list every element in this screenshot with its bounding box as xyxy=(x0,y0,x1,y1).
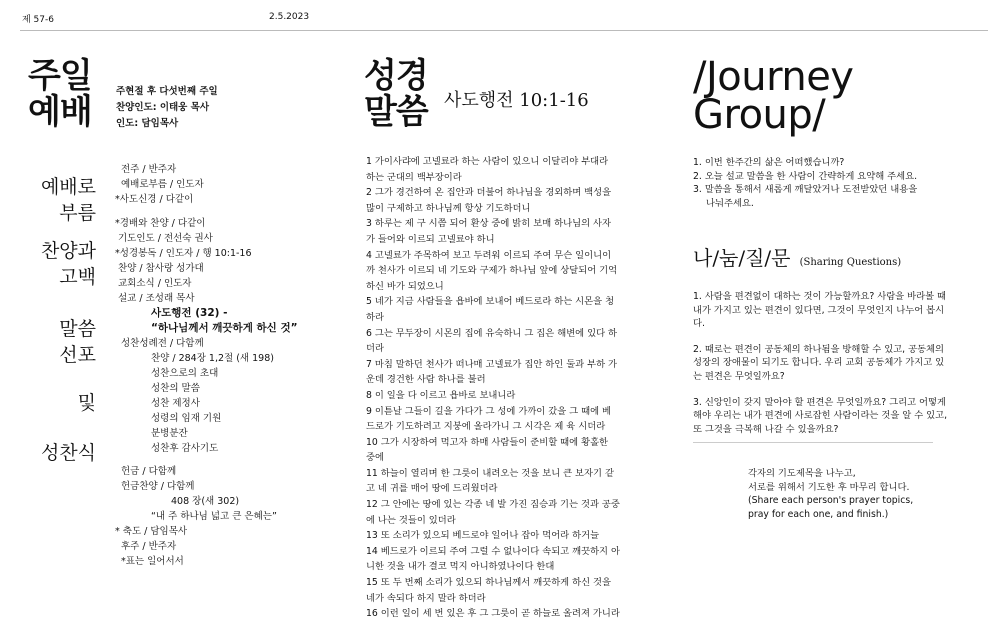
order-item: *경배와 찬양 / 다같이 xyxy=(115,218,206,229)
sermon-subtitle: “하나님께서 깨끗하게 하신 것” xyxy=(151,322,298,334)
sharing-q2: 2. 때로는 편견이 공동체의 하나됨을 방해할 수 있고, 공동체의 xyxy=(693,343,945,355)
section-label-line: 말씀 xyxy=(59,318,96,340)
order-item: 408 장(새 302) xyxy=(171,496,240,507)
verse-line: 5 네가 지금 사람들을 욥바에 보내어 베드로라 하는 시몬을 청 xyxy=(366,296,615,308)
sharing-subtitle: (Sharing Questions) xyxy=(799,257,902,268)
order-item: “내 주 하나님 넓고 큰 은혜는” xyxy=(151,511,277,522)
verse-line: 6 그는 무두장이 시몬의 집에 유숙하니 그 집은 해변에 있다 하 xyxy=(366,327,618,339)
verse-line: 고 네 귀를 매어 땅에 드리웠더라 xyxy=(366,483,498,495)
closing-line: (Share each person's prayer topics, xyxy=(748,495,914,507)
order-item: 성령의 임재 기원 xyxy=(151,413,222,424)
scripture-title-line1: 성경 xyxy=(364,56,428,96)
journey-questions xyxy=(693,156,963,210)
journey-title-line2: Group/ xyxy=(693,92,826,138)
order-item: 찬양 / 284장 1,2절 (새 198) xyxy=(151,353,274,364)
worship-info-sunday: 주현절 후 다섯번째 주일 xyxy=(116,86,218,97)
order-item: 교회소식 / 인도자 xyxy=(118,278,192,289)
order-item: 헌금 / 다함께 xyxy=(121,466,177,477)
verse-line: 하는 군대의 백부장이라 xyxy=(366,171,462,183)
verse-line: 15 또 두 번째 소리가 있으되 하나님께서 깨끗하게 하신 것을 xyxy=(366,577,611,589)
order-item: *성경봉독 / 인도자 / 행 10:1-16 xyxy=(115,248,252,259)
verse-line: 더라 xyxy=(366,343,384,355)
section-label-communion: 성찬식 xyxy=(40,442,96,464)
scripture-reference: 사도행전 10:1-16 xyxy=(444,90,589,111)
order-item: 성찬의 말씀 xyxy=(151,383,200,394)
order-item: *사도신경 / 다같이 xyxy=(115,194,194,205)
verse-line: 하신 바가 되었으니 xyxy=(366,280,444,292)
order-item: 성찬후 감사기도 xyxy=(151,443,219,454)
sharing-title: 나/눔/질/문 xyxy=(693,246,791,270)
verse-line: 에 나는 것들이 있더라 xyxy=(366,514,456,526)
order-item: 후주 / 반주자 xyxy=(121,541,177,552)
order-item: 헌금찬양 / 다함께 xyxy=(121,481,195,492)
journey-question: 1. 이번 한주간의 삶은 어떠했습니까? xyxy=(693,157,845,168)
sharing-q1: 1. 사람을 편견없이 대하는 것이 가능할까요? 사람을 바라볼 때 xyxy=(693,291,946,302)
order-item: 기도인도 / 전선숙 권사 xyxy=(118,233,213,244)
section-call-to-worship xyxy=(20,174,96,226)
verse-line: 가 들어와 이르되 고넬료야 하니 xyxy=(366,233,495,245)
verse-line: 2 그가 경건하여 온 집안과 더불어 하나님을 경외하며 백성을 xyxy=(366,187,612,199)
worship-title-line2: 예배 xyxy=(28,92,92,132)
scripture-text xyxy=(366,154,651,622)
journey-question: 2. 오늘 설교 말씀을 한 사람이 간략하게 요약해 주세요. xyxy=(693,170,918,182)
sharing-q3: 3. 신앙인이 갖지 말아야 할 편견은 무엇일까요? 그리고 어떻게 xyxy=(693,396,946,408)
verse-line: 16 이런 일이 세 번 있은 후 그 그릇이 곧 하늘로 올려져 가니라 xyxy=(366,608,620,620)
scripture-title-line2: 말씀 xyxy=(364,92,428,132)
verse-line: 까 천사가 이르되 네 기도와 구제가 하나님 앞에 상달되어 기억 xyxy=(366,265,618,277)
order-item: 성찬으로의 초대 xyxy=(151,368,219,379)
section-label-line: 부름 xyxy=(59,202,96,224)
verse-line: 1 가이사랴에 고넬료라 하는 사람이 있으니 이달리야 부대라 xyxy=(366,156,609,167)
worship-info-praise-leader: 찬양인도: 이태웅 목사 xyxy=(116,102,210,113)
verse-line: 4 고넬료가 주목하여 보고 두려워 이르되 주여 무슨 일이니이 xyxy=(366,249,612,261)
verse-line: 9 이튿날 그들이 길을 가다가 그 성에 가까이 갔을 그 때에 베 xyxy=(366,405,611,417)
verse-line: 하라 xyxy=(366,311,384,323)
top-rule xyxy=(20,30,988,31)
worship-title-line1: 주일 xyxy=(28,56,92,96)
verse-line: 운데 경건한 사람 하나를 불러 xyxy=(366,374,486,386)
sharing-q2-cont: 는 편견은 무엇일까요? xyxy=(693,370,785,382)
order-item: 성찬 제정사 xyxy=(151,398,200,409)
verse-line: 12 그 안에는 땅에 있는 각종 네 발 가진 짐승과 기는 것과 공중 xyxy=(366,499,620,511)
sharing-q1-cont: 내가 가지고 있는 편견이 있다면, 그것이 무엇인지 나누어 봅시 xyxy=(693,304,945,316)
sharing-questions xyxy=(693,290,968,436)
journey-question: 3. 말씀을 통해서 새롭게 깨달았거나 도전받았던 내용을 xyxy=(693,184,918,196)
order-item: *표는 일어서서 xyxy=(121,556,184,567)
section-label-and: 및 xyxy=(77,392,96,414)
section-label-line: 예배로 xyxy=(40,176,96,198)
worship-title xyxy=(28,58,92,130)
section-word-sacrament xyxy=(20,316,96,368)
divider xyxy=(693,442,933,443)
order-item: 설교 / 조성래 목사 xyxy=(118,293,195,304)
journey-group-title xyxy=(693,54,854,138)
worship-info xyxy=(116,84,218,132)
sharing-q3-cont: 또 그것을 극복해 나갈 수 있을까요? xyxy=(693,423,839,435)
bulletin-date: 2.5.2023 xyxy=(269,12,310,22)
verse-line: 11 하늘이 열리며 한 그릇이 내려오는 것을 보니 큰 보자기 같 xyxy=(366,467,614,479)
sharing-q2-cont: 성장의 장애물이 되기도 합니다. 우리 교회 공동체가 가지고 있 xyxy=(693,357,945,369)
order-item: 예배로부름 / 인도자 xyxy=(121,179,204,190)
journey-title-line1: /Journey xyxy=(693,54,854,100)
verse-line: 13 또 소리가 있으되 베드로야 일어나 잡아 먹어라 하거늘 xyxy=(366,530,600,542)
closing-line: 각자의 기도제목을 나누고, xyxy=(748,468,856,479)
verse-line: 중에 xyxy=(366,452,384,464)
closing-line: 서로를 위해서 기도한 후 마무리 합니다. xyxy=(748,481,910,493)
sharing-title-row xyxy=(693,242,901,271)
sharing-q3-cont: 해야 우리는 내가 편견에 사로잡힌 사람이라는 것을 알 수 있고, xyxy=(693,410,948,422)
order-item: * 축도 / 담임목사 xyxy=(115,526,188,537)
sermon-title: 사도행전 (32) - xyxy=(151,307,228,319)
verse-line: 7 마침 말하던 천사가 떠나매 고넬료가 집안 하인 둘과 부하 가 xyxy=(366,358,618,370)
order-item: 성찬성례전 / 다함께 xyxy=(121,338,204,349)
verse-line: 8 이 일을 다 이르고 욥바로 보내니라 xyxy=(366,389,516,401)
verse-line: 네가 속되다 하지 말라 하더라 xyxy=(366,592,486,604)
verse-line: 니한 것을 내가 결코 먹지 아니하였나이다 한대 xyxy=(366,561,555,573)
issue-number: 제 57-6 xyxy=(22,15,54,25)
verse-line: 14 베드로가 이르되 주여 그럴 수 없나이다 속되고 깨끗하지 아 xyxy=(366,545,620,557)
verse-line: 10 그가 시장하여 먹고자 하매 사람들이 준비할 때에 황홀한 xyxy=(366,436,609,448)
verse-line: 많이 구제하고 하나님께 항상 기도하더니 xyxy=(366,202,531,214)
order-item: 찬양 / 참사랑 성가대 xyxy=(118,263,204,274)
scripture-title xyxy=(364,58,428,130)
closing-line: pray for each one, and finish.) xyxy=(748,508,889,520)
verse-line: 드로가 기도하려고 지붕에 올라가니 그 시각은 제 육 시더라 xyxy=(366,421,606,433)
journey-question-cont: 나눠주세요. xyxy=(706,197,754,209)
order-item: 분병분잔 xyxy=(151,428,188,439)
section-label-line: 선포 xyxy=(59,344,96,366)
closing-note xyxy=(748,467,968,521)
verse-line: 3 하루는 제 구 시쯤 되어 환상 중에 밝히 보매 하나님의 사자 xyxy=(366,218,611,230)
order-item: 전주 / 반주자 xyxy=(121,164,177,175)
worship-info-leader: 인도: 담임목사 xyxy=(116,118,179,129)
section-label-line: 찬양과 xyxy=(40,240,96,262)
sharing-q1-cont: 다. xyxy=(693,318,705,330)
section-label-line: 고백 xyxy=(59,266,96,288)
order-of-worship xyxy=(115,162,355,569)
section-praise-confession xyxy=(20,238,96,290)
